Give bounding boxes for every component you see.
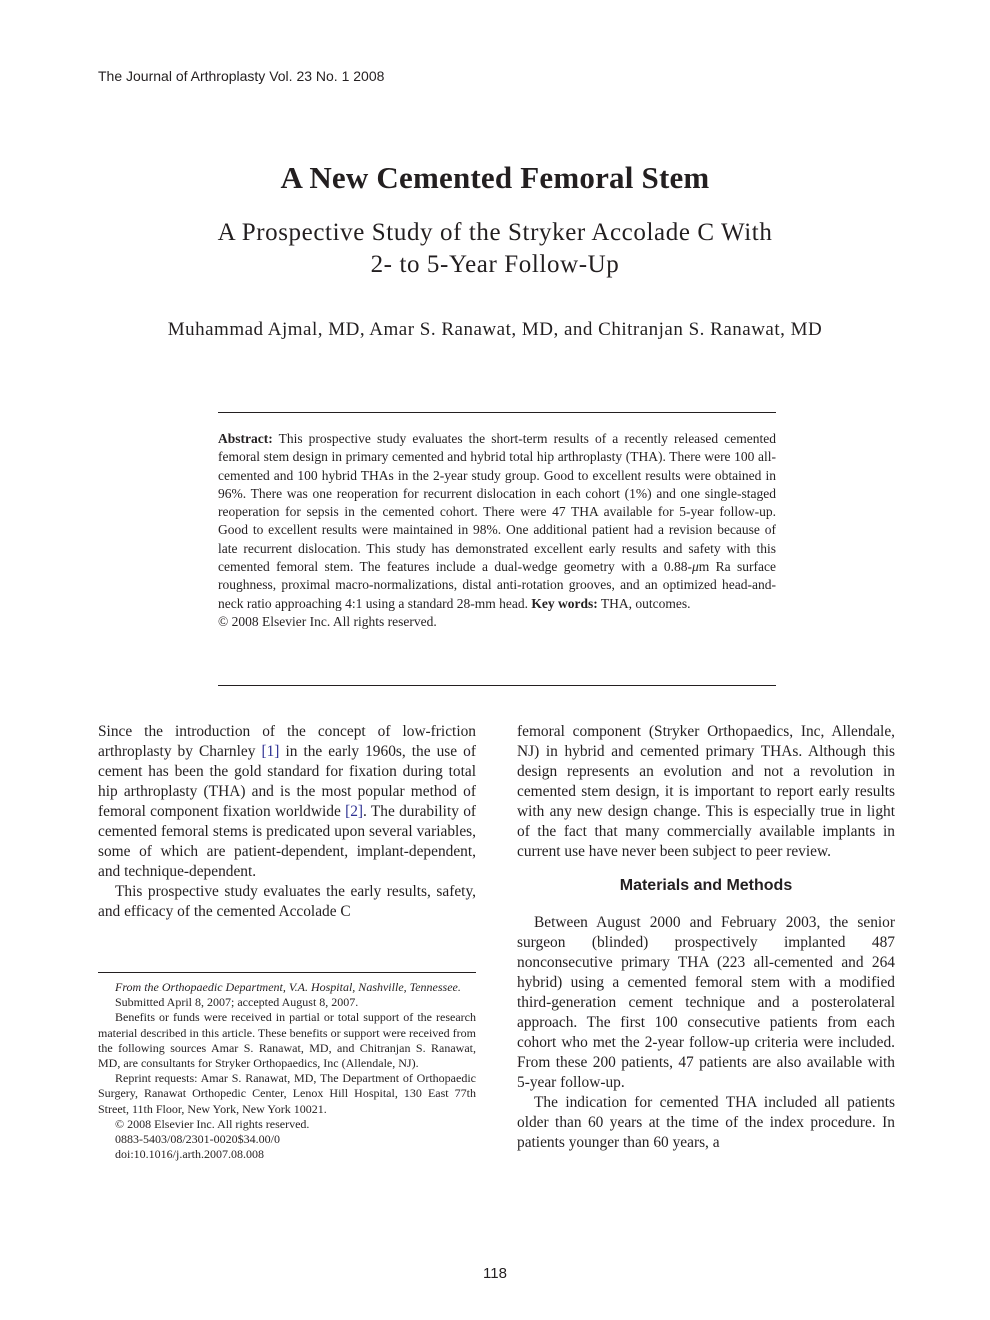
citation-link-2[interactable]: [2] [345, 803, 364, 820]
footnote-benefits: Benefits or funds were received in partial or total support of the research material described in this article. These benefits or support were received from the following sources Amar S. Ranawat, MD, and Chitranjan S. Ranawat, MD, are consultants for Stryker Orthopaedics, Inc (Allendale, NJ). [98, 1010, 476, 1071]
keywords-label: Key words: [531, 595, 598, 611]
subtitle-line-2: 2- to 5-Year Follow-Up [370, 251, 620, 278]
footnote-issn: 0883-5403/08/2301-0020$34.00/0 [115, 1132, 280, 1147]
intro-text-1b: in the early 1960s, the use of cement has been the gold standard for fixation during total hip arthroplasty (THA) and is the most popular method of femoral component fixation worldwide [98, 743, 476, 820]
footnote-copyright: © 2008 Elsevier Inc. All rights reserved. [115, 1116, 310, 1131]
footnote-reprint: Reprint requests: Amar S. Ranawat, MD, The Department of Orthopaedic Surgery, Ranawat Orthopedic Center, Lenox Hill Hospital, 130 East 77th Street, 11th Floor, New York, New York 10021. [98, 1071, 476, 1116]
abstract-body-2: m Ra surface roughness, proximal macro-normalizations, distal anti-rotation grooves, and an optimized head-and-neck ratio approaching 4:1 using a standard 28-mm head. [218, 559, 777, 611]
intro-paragraph-3: femoral component (Stryker Orthopaedics, Inc, Allendale, NJ) in hybrid and cemented primary THAs. Although this design represents an evolution and not a revolution in cemented stem design, it is important to report early results with any new design change. This is especially true in light of the fact that many commercially available implants in current use have never been subject to peer review. [517, 723, 895, 860]
footnote-doi: doi:10.1016/j.arth.2007.08.008 [115, 1147, 264, 1162]
abstract-block [218, 430, 776, 631]
journal-header: The Journal of Arthroplasty Vol. 23 No. 1 2008 [98, 68, 385, 84]
methods-paragraph-1: Between August 2000 and February 2003, the senior surgeon (blinded) prospectively implanted 487 nonconsecutive primary THA (223 all-cemented and 264 hybrid) using a cemented femoral stem with a modified third-generation cement technique and a posterolateral approach. The first 100 consecutive patients from each cohort who met the 2-year follow-up criteria were included. From these 200 patients, 47 patients are also available with 5-year follow-up. [517, 914, 895, 1091]
footnote-submitted: Submitted April 8, 2007; accepted August 8, 2007. [115, 995, 359, 1010]
abstract-body-1: This prospective study evaluates the short-term results of a recently released cemented femoral stem design in primary cemented and hybrid total hip arthroplasty (THA). There were 100 all-cemented and 100 hybrid THAs in the 2-year study group. Good to excellent results were obtained in 96%. There was one reoperation for recurrent dislocation in each cohort (1%) and one single-staged reoperation for sepsis in the cemented cohort. There were 47 THA available for 5-year follow-up. Good to excellent results were maintained in 98%. One additional patient had a revision because of late recurrent dislocation. This study has demonstrated excellent early results and safety with this cemented femoral stem. The features include a dual-wedge geometry with a 0.88- [218, 431, 776, 575]
intro-text-1c: . The durability of cemented femoral stems is predicated upon several variables, some of which are patient-dependent, implant-dependent, and technique-dependent. [98, 803, 477, 880]
page-number: 118 [483, 1265, 507, 1282]
mu-symbol: μ [692, 559, 699, 575]
subtitle-line-1: A Prospective Study of the Stryker Accolade C With [217, 219, 773, 246]
citation-link-1[interactable]: [1] [261, 743, 280, 760]
footnotes [98, 980, 476, 1162]
intro-text-1a: Since the introduction of the concept of low-friction arthroplasty by Charnley [98, 723, 476, 760]
body-column-left [98, 722, 476, 922]
intro-paragraph-1 [98, 722, 476, 882]
abstract-label: Abstract: [218, 431, 273, 446]
article-subtitle [0, 217, 990, 281]
body-column-right [517, 722, 895, 1153]
footnote-rule [98, 972, 476, 973]
intro-paragraph-2: This prospective study evaluates the early results, safety, and efficacy of the cemented Accolade C [98, 883, 476, 920]
methods-paragraph-2: The indication for cemented THA included all patients older than 60 years at the time of the index procedure. In patients younger than 60 years, a [517, 1094, 895, 1151]
abstract-text [218, 430, 776, 613]
article-title: A New Cemented Femoral Stem [280, 160, 710, 195]
abstract-bottom-rule [218, 685, 776, 686]
section-heading-materials: Materials and Methods [619, 877, 793, 894]
footnote-affiliation: From the Orthopaedic Department, V.A. Hospital, Nashville, Tennessee. [115, 980, 461, 994]
abstract-top-rule [218, 412, 776, 413]
author-list: Muhammad Ajmal, MD, Amar S. Ranawat, MD, and Chitranjan S. Ranawat, MD [167, 319, 823, 340]
keywords: THA, outcomes. [597, 595, 691, 611]
abstract-copyright: © 2008 Elsevier Inc. All rights reserved. [218, 613, 437, 629]
